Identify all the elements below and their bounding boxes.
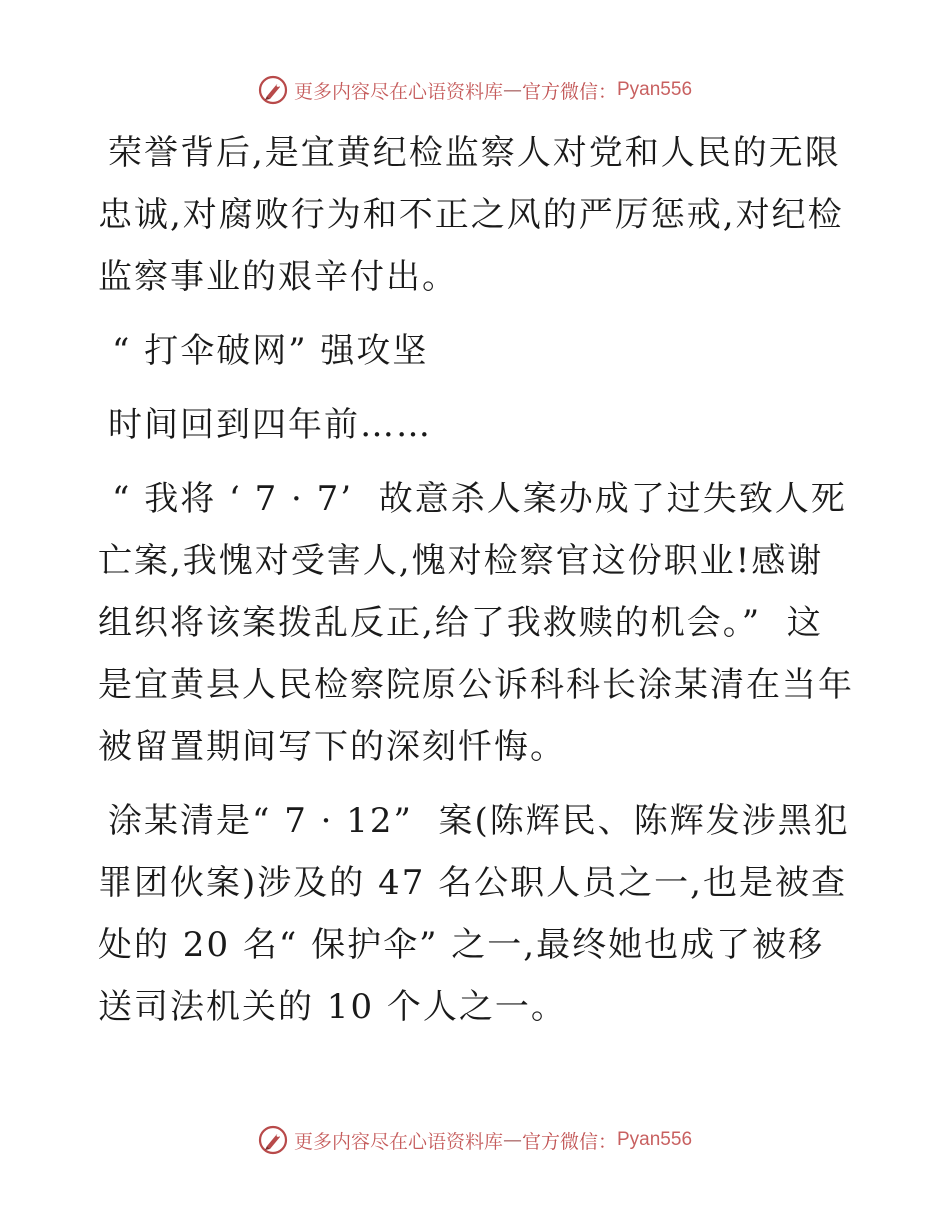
banner-brand-text: 更多内容尽在心语资料库	[293, 80, 503, 103]
paragraph-confession: “ 我将 ‘ 7 · 7’ 故意杀人案办成了过失致人死亡案,我愧对受害人,愧对检察官这份职业!感谢组织将该案拨乱反正,给了我救赎的机会。” 这是宜黄县人民检察院原公诉科科长涂某清在当年被留置期间写下的深刻忏悔。	[98, 479, 854, 767]
banner-separator: —	[502, 1129, 522, 1151]
footer-watermark-banner	[0, 1120, 950, 1160]
banner-official-label: 官方微信：	[521, 80, 617, 103]
paragraph-case-detail: 涂某清是“ 7 · 12” 案(陈辉民、陈辉发涉黑犯罪团伙案)涉及的 47 名公职人员之一,也是被查处的 20 名“ 保护伞” 之一,最终她也成了被移送司法机关的 10 个人之一。	[98, 801, 850, 1027]
banner-wechat-id: Pyan556	[617, 79, 693, 100]
fountain-pen-seal-icon	[258, 1125, 288, 1155]
banner-brand-text: 更多内容尽在心语资料库	[293, 1130, 503, 1153]
banner-separator: —	[502, 79, 522, 101]
paragraph-time-back: 时间回到四年前……	[108, 405, 432, 445]
section-heading: “ 打伞破网” 强攻坚	[112, 331, 429, 371]
banner-wechat-id: Pyan556	[617, 1129, 693, 1150]
fountain-pen-seal-icon	[258, 75, 288, 105]
header-watermark-banner	[0, 70, 950, 110]
article-body	[98, 122, 858, 1050]
banner-official-label: 官方微信：	[521, 1130, 617, 1153]
paragraph-honor: 荣誉背后,是宜黄纪检监察人对党和人民的无限忠诚,对腐败行为和不正之风的严厉惩戒,对纪检监察事业的艰辛付出。	[98, 133, 844, 297]
